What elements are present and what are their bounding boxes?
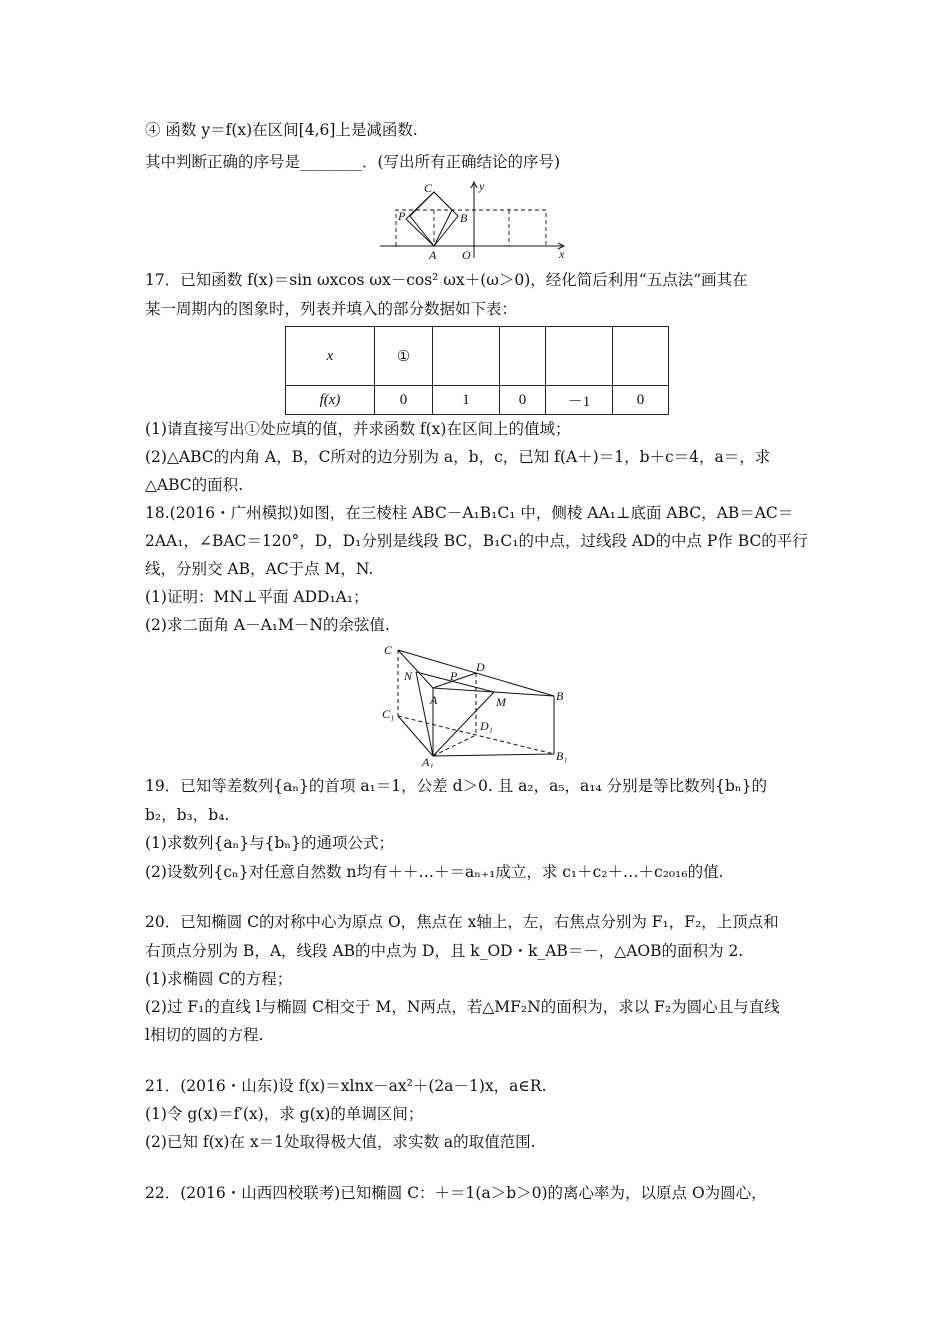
fig2-label-b1: B₁: [556, 749, 568, 763]
fig1-label-p: P: [398, 209, 406, 223]
line-q21: 21．(2016・山东)设 f(x)＝xlnx－ax²＋(2a－1)x，a∈R.: [145, 1077, 547, 1095]
line-q21-2: (2)已知 f(x)在 x＝1处取得极大值，求实数 a的取值范围.: [145, 1133, 536, 1151]
fig2-label-a: A: [430, 693, 438, 707]
fig1-label-y: y: [479, 180, 485, 193]
line-q22: 22．(2016・山西四校联考)已知椭圆 C：＋＝1(a＞b＞0)的离心率为，以原点 O为圆心，: [145, 1184, 767, 1202]
fig2-label-n: N: [404, 669, 413, 683]
fig2-label-m: M: [496, 695, 506, 709]
table-row: [286, 386, 669, 415]
line-q20-2a: (2)过 F₁的直线 l与椭圆 C相交于 M，N两点，若△MF₂N的面积为，求以 F₂为圆心且与直线: [145, 998, 780, 1016]
line-q18-a: 18.(2016・广州模拟)如图，在三棱柱 ABC－A₁B₁C₁ 中，侧棱 AA₁⊥底面 ABC，AB＝AC＝: [145, 504, 794, 522]
table-cell: [433, 327, 500, 386]
table-cell: [613, 327, 669, 386]
figure-prism: [378, 644, 578, 768]
line-q17-2b: △ABC的面积.: [145, 476, 244, 494]
line-q21-1: (1)令 g(x)＝f′(x)，求 g(x)的单调区间；: [145, 1105, 424, 1123]
line-q18-c: 线，分别交 AB，AC于点 M，N.: [145, 560, 374, 578]
fig1-label-a: A: [429, 248, 437, 262]
line-statement-4: ④ 函数 y＝f(x)在区间[4,6]上是减函数.: [145, 121, 418, 139]
fig2-label-p: P: [450, 669, 458, 683]
table-cell: [546, 327, 613, 386]
five-point-table: [285, 326, 669, 415]
line-q20-2b: l相切的圆的方程.: [145, 1026, 264, 1044]
table-cell: x: [286, 327, 375, 386]
line-q20-1: (1)求椭圆 C的方程；: [145, 970, 293, 988]
fig1-label-o: O: [462, 248, 471, 262]
table-row: [286, 327, 669, 386]
line-q18-1: (1)证明：MN⊥平面 ADD₁A₁；: [145, 588, 369, 606]
line-q17-1: (1)请直接写出①处应填的值，并求函数 f(x)在区间上的值域；: [145, 420, 571, 438]
table-cell: 0: [613, 386, 669, 415]
line-q20-a: 20．已知椭圆 C的对称中心为原点 O，焦点在 x轴上，左，右焦点分别为 F₁，F₂，上顶点和: [145, 913, 779, 931]
fig1-label-x: x: [559, 247, 565, 261]
line-q18-2: (2)求二面角 A－A₁M－N的余弦值.: [145, 616, 390, 634]
line-q19-1: (1)求数列{aₙ}与{bₙ}的通项公式；: [145, 834, 394, 852]
line-q19-a: 19．已知等差数列{aₙ}的首项 a₁＝1，公差 d＞0. 且 a₂，a₅，a₁₄ 分别是等比数列{bₙ}的: [145, 777, 767, 795]
line-fill-blank: 其中判断正确的序号是________．(写出所有正确结论的序号): [145, 153, 561, 171]
fig1-label-b: B: [460, 211, 468, 225]
table-cell: 1: [433, 386, 500, 415]
line-q19-2: (2)设数列{cₙ}对任意自然数 n均有＋＋…＋＝aₙ₊₁成立，求 c₁＋c₂＋…＋c₂₀₁₆的值.: [145, 863, 724, 881]
table-cell: [500, 327, 546, 386]
table-cell: 0: [500, 386, 546, 415]
fig2-label-c: C: [384, 644, 393, 657]
fig2-label-a1: A₁: [422, 755, 434, 768]
line-q18-b: 2AA₁，∠BAC＝120°，D，D₁分别是线段 BC，B₁C₁的中点，过线段 AD的中点 P作 BC的平行: [145, 532, 808, 550]
line-q17-b: 某一周期内的图象时，列表并填入的部分数据如下表：: [145, 300, 518, 318]
fig2-label-d: D: [476, 660, 485, 674]
table-cell: f(x): [286, 386, 375, 415]
fig2-label-b: B: [556, 689, 564, 703]
table-cell: －1: [546, 386, 613, 415]
line-q17-a: 17．已知函数 f(x)＝sin ωxcos ωx－cos² ωx＋(ω＞0)，经化简后利用“五点法”画其在: [145, 271, 748, 289]
table-cell: 0: [375, 386, 433, 415]
line-q19-b: b₂，b₃，b₄.: [145, 806, 230, 824]
fig2-label-d1: D₁: [480, 719, 493, 733]
fig2-label-c1: C₁: [382, 707, 395, 721]
table-cell: ①: [375, 327, 433, 386]
fig1-label-c: C: [424, 181, 433, 195]
line-q17-2a: (2)△ABC的内角 A，B，C所对的边分别为 a，b，c，已知 f(A＋)＝1，b＋c＝4，a＝，求: [145, 448, 771, 466]
line-q20-b: 右顶点分别为 B，A，线段 AB的中点为 D，且 k_OD・k_AB＝－，△AOB的面积为 2.: [145, 942, 744, 960]
figure-square-graph: [378, 180, 568, 262]
